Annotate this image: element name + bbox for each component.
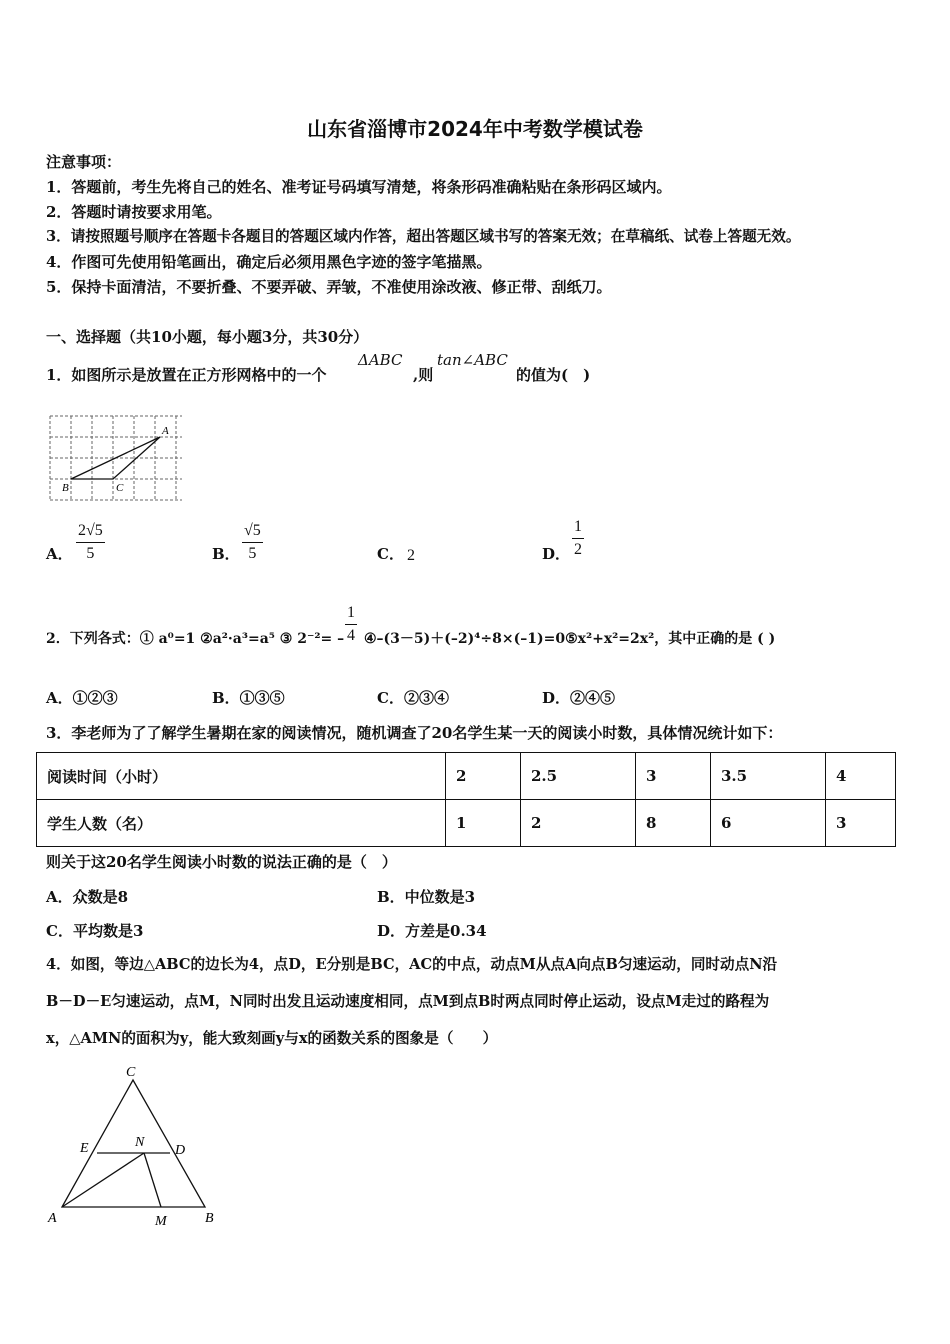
table-cell: 2 (521, 800, 636, 847)
q4-segment-an (62, 1153, 144, 1207)
table-row (37, 800, 896, 847)
q4-stem-line-2: B－D－E匀速运动，点M，N同时出发且运动速度相同，点M到点B时两点同时停止运动，设点M走过的路程为 (46, 993, 770, 1010)
q4-label-e: E (80, 1141, 89, 1156)
q3-data-table (36, 752, 896, 847)
q2-fraction: 1 4 (347, 604, 355, 644)
q3-question: 则关于这20名学生阅读小时数的说法正确的是（ ） (46, 853, 397, 871)
q2-option-c: C．②③④ (377, 689, 449, 707)
q3-option-c: C．平均数是3 (46, 922, 144, 940)
q4-label-m: M (155, 1214, 167, 1229)
q1-stem-mid: ,则 (413, 366, 434, 384)
q1-label-c: C (116, 482, 124, 494)
q1-option-c-label: C． (377, 545, 404, 563)
q3-option-d: D．方差是0.34 (377, 922, 487, 940)
q3-option-a: A．众数是8 (46, 888, 129, 906)
table-cell: 3 (636, 753, 711, 800)
q1-math-tan: tan∠ABC (437, 351, 508, 369)
q1-stem-post: 的值为( ) (516, 366, 591, 384)
table-cell: 3.5 (711, 753, 826, 800)
q1-label-a: A (162, 425, 169, 437)
notice-item-3: 3．请按照题号顺序在答题卡各题目的答题区域内作答，超出答题区域书写的答案无效；在草稿纸、试卷上答题无效。 (46, 228, 801, 245)
q4-label-c: C (126, 1065, 136, 1080)
q2-stem-post: ④–(3－5)＋(–2)⁴÷8×(–1)=0⑤x²+x²=2x²，其中正确的是 ( ) (364, 631, 776, 647)
table-cell: 2 (446, 753, 521, 800)
q3-stem: 3．李老师为了了解学生暑期在家的阅读情况，随机调查了20名学生某一天的阅读小时数，具体情况统计如下： (46, 724, 783, 742)
q2-option-a: A．①②③ (46, 689, 118, 707)
q1-option-d-fraction: 1 2 (574, 518, 582, 558)
q1-option-b-fraction: √5 5 (244, 522, 261, 562)
q1-option-d-label: D． (542, 545, 571, 563)
q4-segment-nm (144, 1153, 161, 1207)
q4-stem-line-3: x，△AMN的面积为y，能大致刻画y与x的函数关系的图象是（ ） (46, 1030, 498, 1047)
section-heading: 一、选择题（共10小题，每小题3分，共30分） (46, 328, 369, 346)
notice-heading: 注意事项： (46, 153, 122, 171)
table-cell: 4 (826, 753, 896, 800)
table-row (37, 753, 896, 800)
q1-option-a-fraction: 2√5 5 (78, 522, 103, 562)
table-cell: 6 (711, 800, 826, 847)
q1-option-c-value: 2 (407, 547, 415, 564)
q1-stem-pre: 1．如图所示是放置在正方形网格中的一个 (46, 366, 327, 384)
q2-option-b: B．①③⑤ (212, 689, 285, 707)
table-cell: 3 (826, 800, 896, 847)
table-cell: 2.5 (521, 753, 636, 800)
q1-grid-figure (44, 412, 190, 504)
table-cell: 8 (636, 800, 711, 847)
q1-label-b: B (62, 482, 69, 494)
q4-stem-line-1: 4．如图，等边△ABC的边长为4，点D，E分别是BC，AC的中点，动点M从点A向点B匀速运动，同时动点N沿 (46, 956, 778, 973)
q1-math-triangle: ΔABC (358, 351, 403, 369)
q4-label-a: A (48, 1211, 57, 1226)
q1-option-b-label: B． (212, 545, 240, 563)
page-title: 山东省淄博市2024年中考数学模试卷 (307, 117, 643, 141)
notice-item-4: 4．作图可先使用铅笔画出，确定后必须用黑色字迹的签字笔描黑。 (46, 253, 492, 271)
table-cell: 学生人数（名） (37, 800, 446, 847)
q2-option-d: D．②④⑤ (542, 689, 616, 707)
notice-item-5: 5．保持卡面清洁，不要折叠、不要弄破、弄皱，不准使用涂改液、修正带、刮纸刀。 (46, 278, 612, 296)
q2-stem-pre: 2．下列各式：① a⁰=1 ②a²·a³=a⁵ ③ 2⁻²= – (46, 631, 345, 647)
q4-label-n: N (135, 1135, 145, 1150)
table-cell: 1 (446, 800, 521, 847)
q4-label-b: B (205, 1211, 214, 1226)
q3-option-b: B．中位数是3 (377, 888, 476, 906)
table-cell: 阅读时间（小时） (37, 753, 446, 800)
q4-label-d: D (175, 1143, 186, 1158)
notice-item-2: 2．答题时请按要求用笔。 (46, 203, 222, 221)
notice-item-1: 1．答题前，考生先将自己的姓名、准考证号码填写清楚，将条形码准确粘贴在条形码区域内。 (46, 178, 672, 196)
q1-option-a-label: A． (46, 545, 73, 563)
q4-triangle-figure (40, 1062, 230, 1237)
